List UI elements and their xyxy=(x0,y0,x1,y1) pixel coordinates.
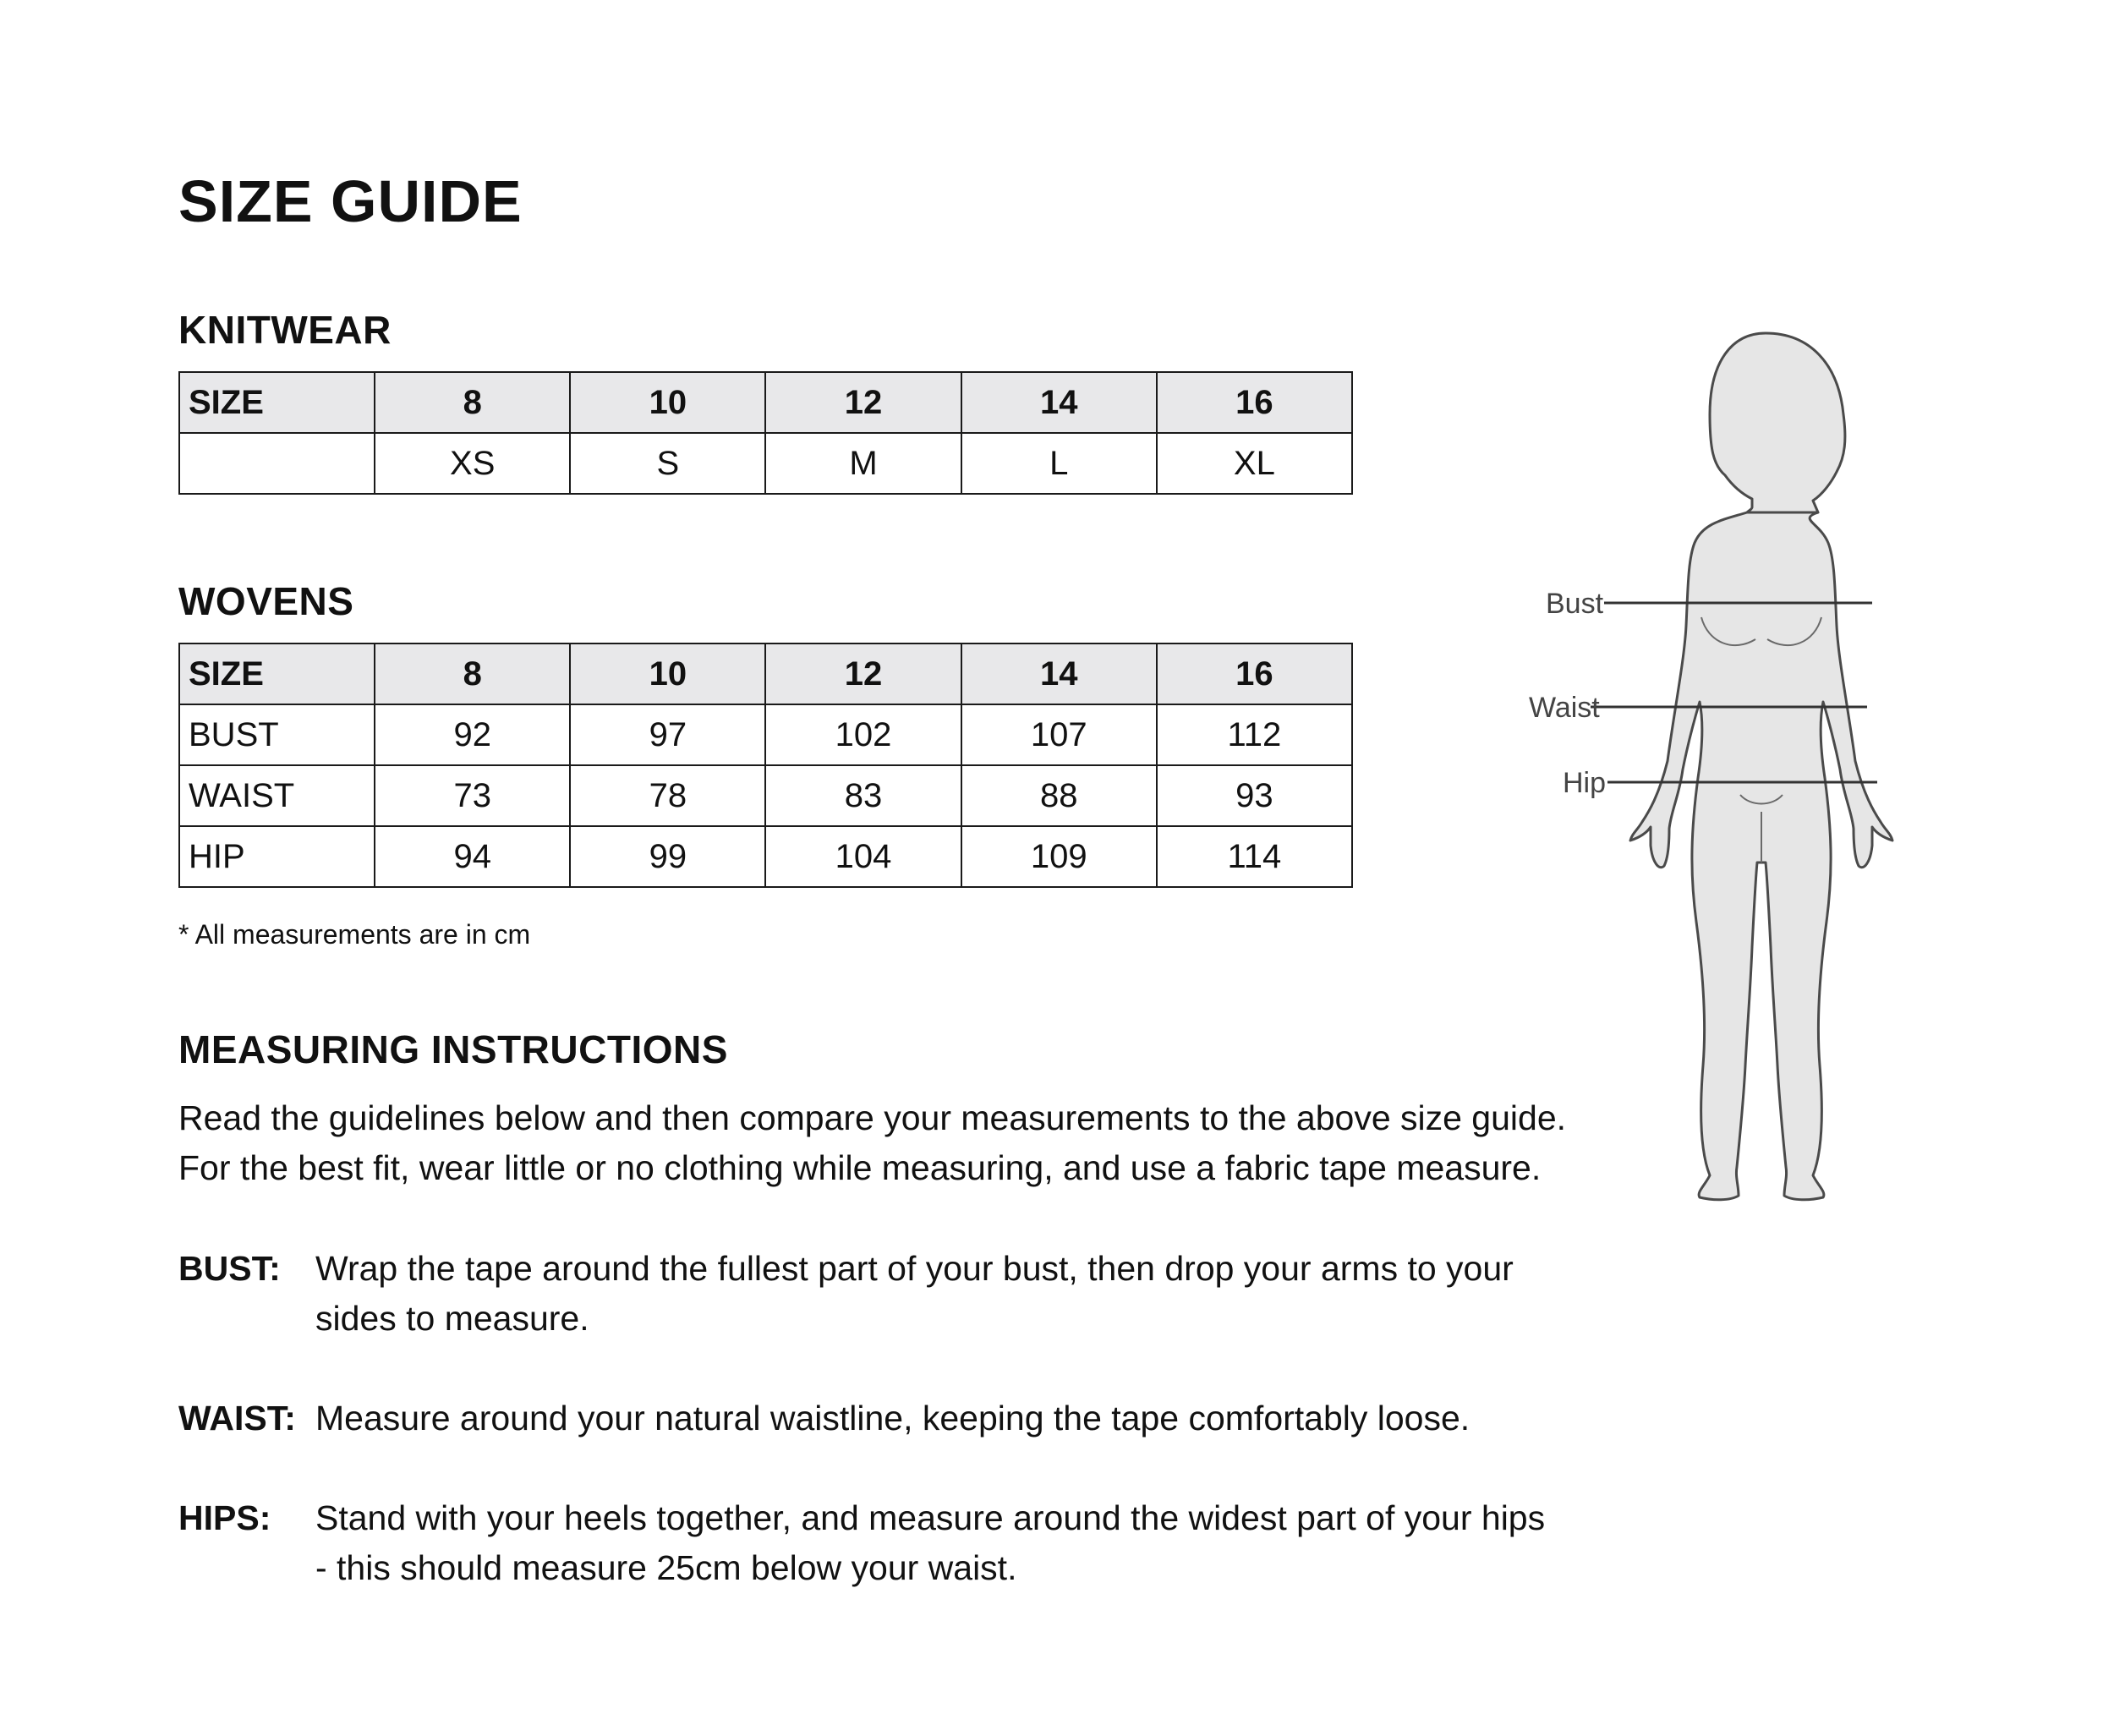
table-cell: 94 xyxy=(375,826,570,887)
header-cell: 10 xyxy=(570,643,765,704)
table-cell: XL xyxy=(1157,433,1352,494)
table-cell: 99 xyxy=(570,826,765,887)
header-cell: 12 xyxy=(765,372,961,433)
table-cell: 97 xyxy=(570,704,765,765)
header-cell: 10 xyxy=(570,372,765,433)
header-cell: 12 xyxy=(765,643,961,704)
table-cell: 78 xyxy=(570,765,765,826)
table-cell: XS xyxy=(375,433,570,494)
header-cell: 8 xyxy=(375,643,570,704)
bust-figure-label: Bust xyxy=(1546,588,1604,620)
hips-text-line-2: - this should measure 25cm below your waist. xyxy=(315,1548,1017,1587)
body-figure xyxy=(1522,321,1996,1235)
page-title: SIZE GUIDE xyxy=(178,168,523,234)
wovens-heading: WOVENS xyxy=(178,579,354,623)
header-cell: 8 xyxy=(375,372,570,433)
table-cell: 114 xyxy=(1157,826,1352,887)
table-row xyxy=(179,826,1352,887)
table-cell: WAIST xyxy=(179,765,375,826)
intro-line-1: Read the guidelines below and then compare your measurements to the above size guide. xyxy=(178,1098,1567,1137)
table-cell: 73 xyxy=(375,765,570,826)
table-cell: 102 xyxy=(765,704,961,765)
table-cell xyxy=(179,433,375,494)
bust-text-line-1: Wrap the tape around the fullest part of your bust, then drop your arms to your xyxy=(315,1249,1514,1288)
table-cell: 104 xyxy=(765,826,961,887)
table-cell: BUST xyxy=(179,704,375,765)
waist-label: WAIST: xyxy=(178,1399,296,1438)
head-shape xyxy=(1710,333,1845,516)
header-cell: 14 xyxy=(961,643,1157,704)
table-cell: 107 xyxy=(961,704,1157,765)
waist-text-line-1: Measure around your natural waistline, keeping the tape comfortably loose. xyxy=(315,1399,1470,1438)
header-cell: SIZE xyxy=(179,372,375,433)
header-cell: 16 xyxy=(1157,643,1352,704)
table-header-row xyxy=(179,372,1352,433)
table-cell: 112 xyxy=(1157,704,1352,765)
table-row xyxy=(179,433,1352,494)
table-cell: HIP xyxy=(179,826,375,887)
units-note: * All measurements are in cm xyxy=(178,919,531,950)
table-cell: L xyxy=(961,433,1157,494)
table-cell: 93 xyxy=(1157,765,1352,826)
table-header-row xyxy=(179,643,1352,704)
hip-figure-label: Hip xyxy=(1563,767,1607,799)
intro-line-2: For the best fit, wear little or no clothing while measuring, and use a fabric tape measure. xyxy=(178,1148,1542,1187)
table-cell: 88 xyxy=(961,765,1157,826)
bust-label: BUST: xyxy=(178,1249,281,1288)
knitwear-heading: KNITWEAR xyxy=(178,308,392,352)
header-cell: 14 xyxy=(961,372,1157,433)
body-silhouette-illustration xyxy=(1522,321,1996,1235)
hips-label: HIPS: xyxy=(178,1498,271,1537)
waist-figure-label: Waist xyxy=(1529,692,1600,724)
wovens-table xyxy=(178,643,1353,888)
bust-text-line-2: sides to measure. xyxy=(315,1299,589,1338)
table-cell: S xyxy=(570,433,765,494)
table-cell: 92 xyxy=(375,704,570,765)
table-row xyxy=(179,704,1352,765)
knitwear-table xyxy=(178,371,1353,495)
header-cell: SIZE xyxy=(179,643,375,704)
table-cell: M xyxy=(765,433,961,494)
table-cell: 83 xyxy=(765,765,961,826)
header-cell: 16 xyxy=(1157,372,1352,433)
hips-text-line-1: Stand with your heels together, and measure around the widest part of your hips xyxy=(315,1498,1546,1537)
table-row xyxy=(179,765,1352,826)
instructions-heading: MEASURING INSTRUCTIONS xyxy=(178,1027,728,1071)
table-cell: 109 xyxy=(961,826,1157,887)
